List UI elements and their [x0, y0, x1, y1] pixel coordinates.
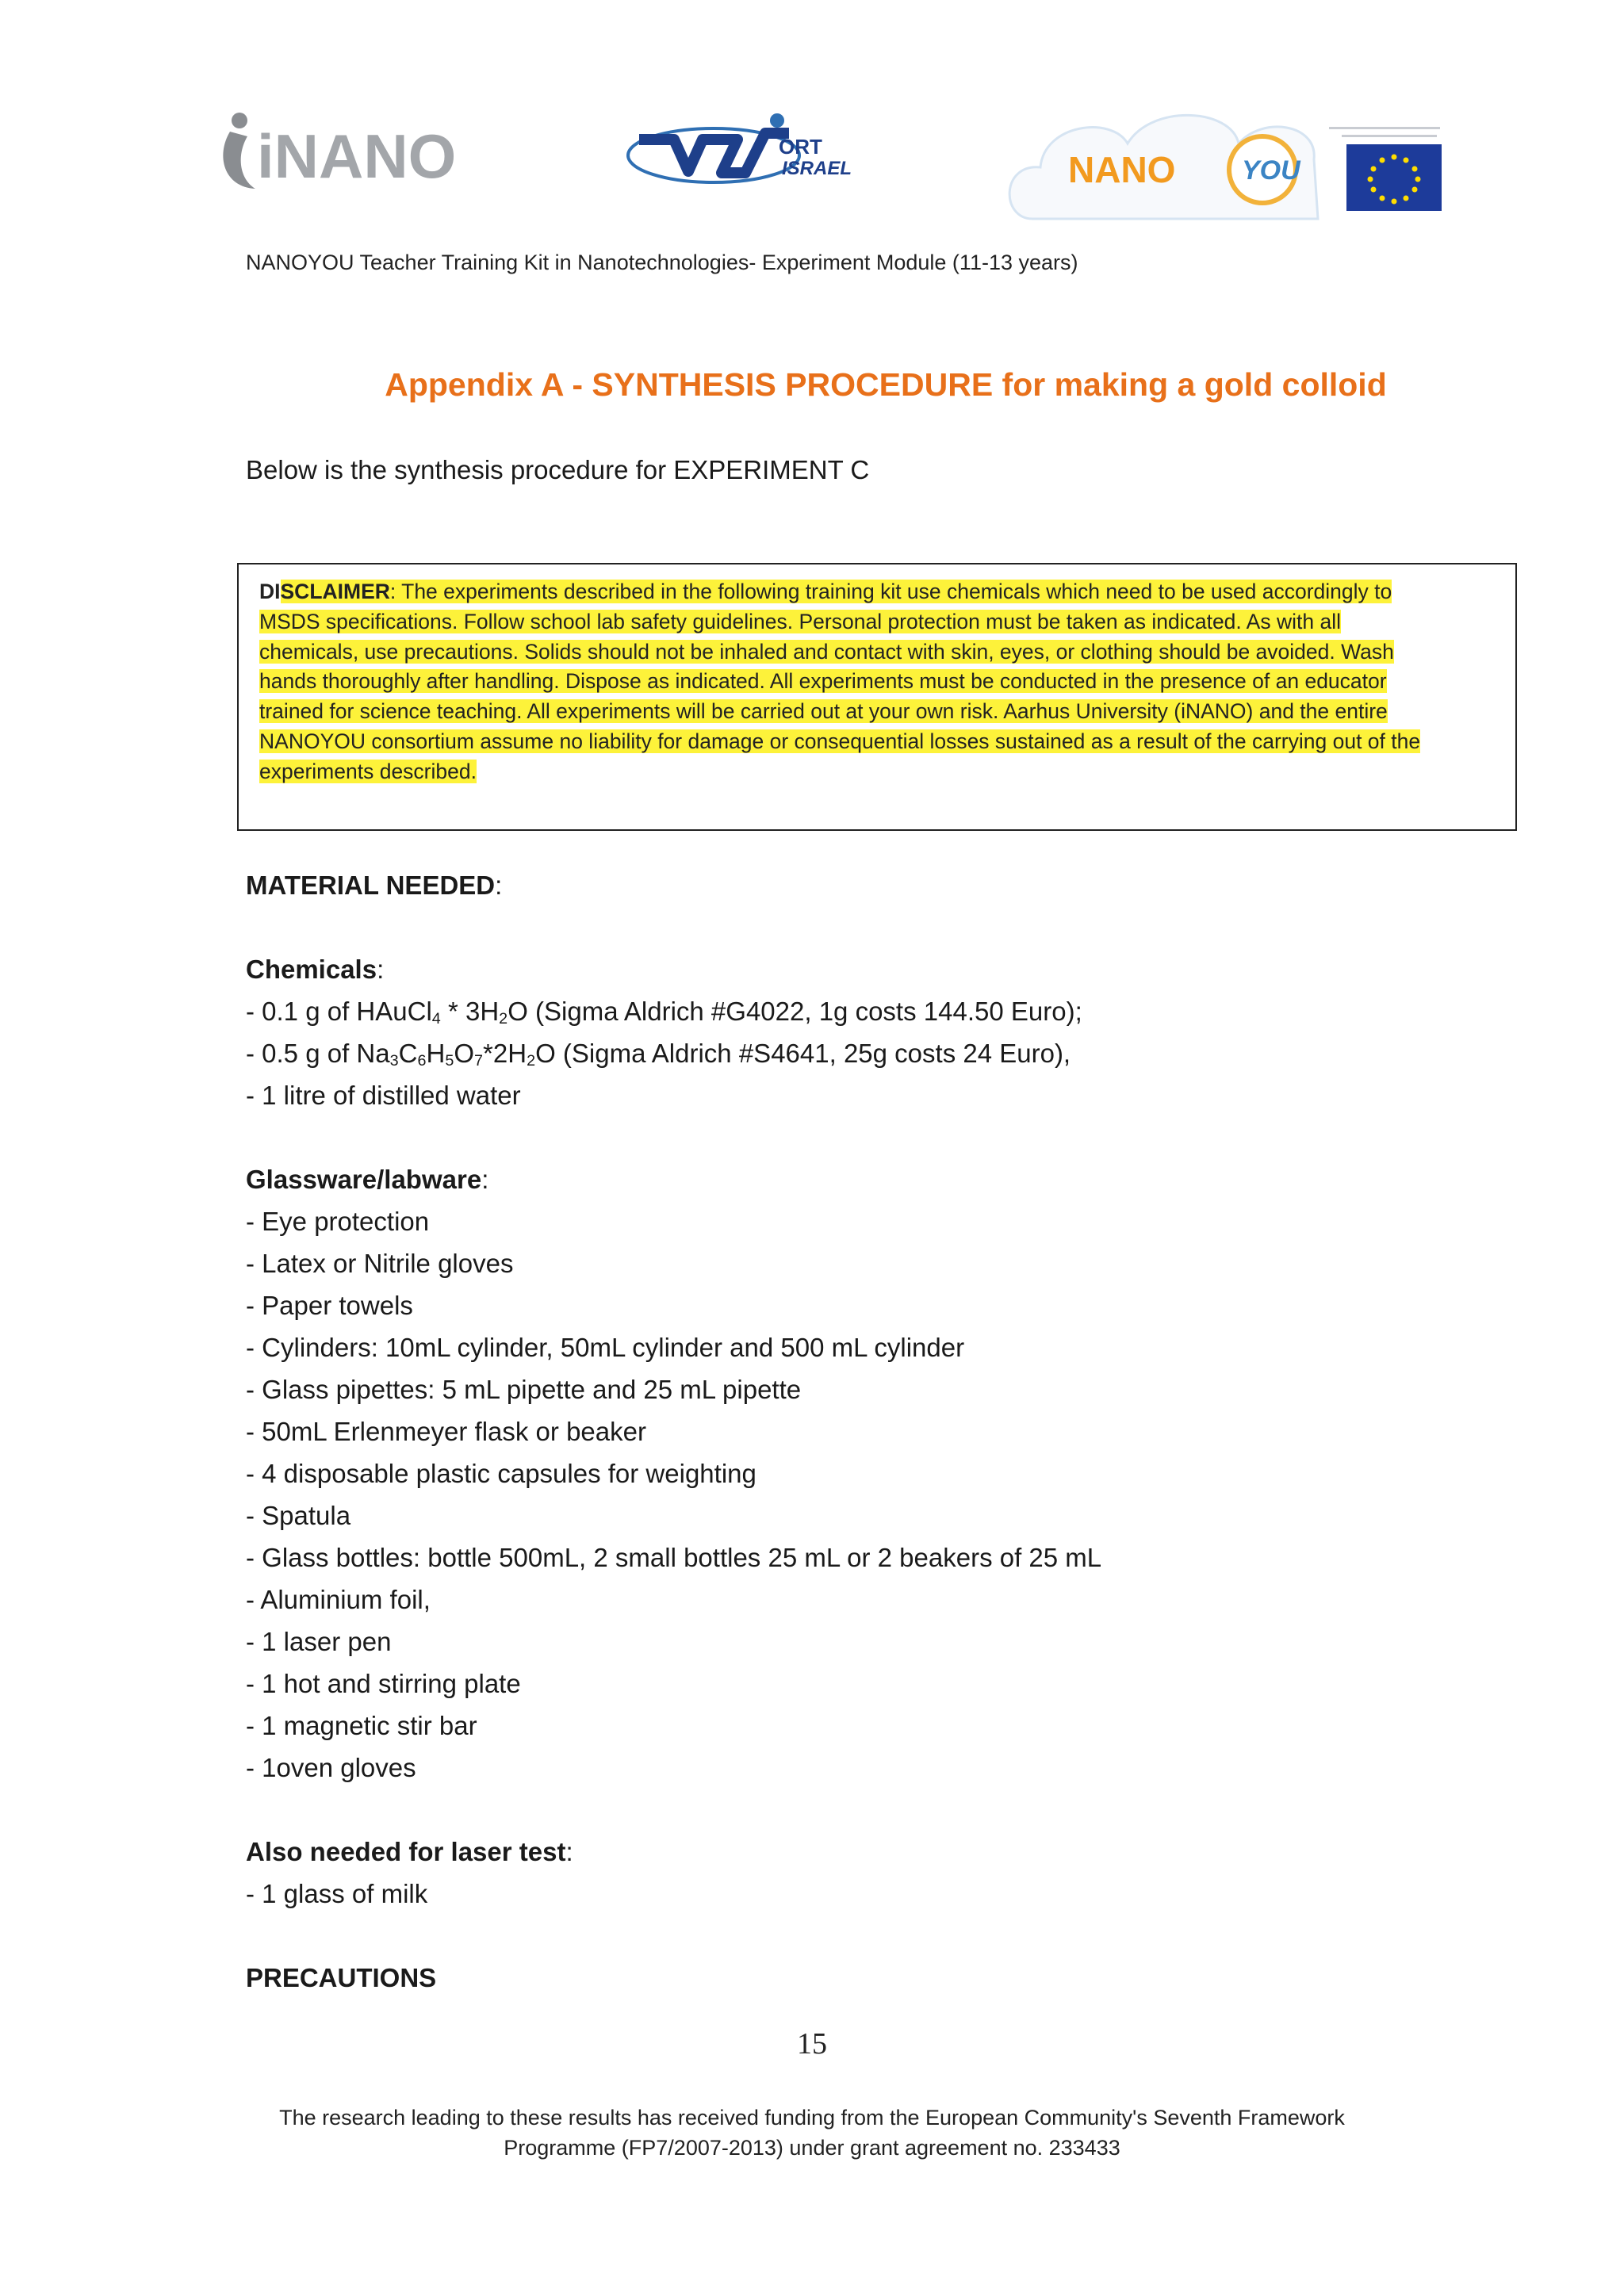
disclaimer-box: [237, 563, 1517, 831]
materials-section: MATERIAL NEEDED: Chemicals: - 0.1 g of HAuCl$_4$ * $3H_2O$ (Sigma Aldrich #G4022, 1g costs 144.50 Euro); - 0.5 g of $Na_3C_6H_5O_7*2H_2O$ (Sigma Aldrich #S4641, 25g costs 24 Euro), - 1 litre of distilled water Glassware/labware: - Eye protection - Latex or Nitrile gloves - Paper towels - Cylinders: 10mL cylinder, 50mL cylinder and 500 mL cylinder - Glass pipettes: 5 mL pipette and 25 mL pipette - 50mL Erlenmeyer flask or beaker - 4 disposable plastic capsules for weighting - Spatula - Glass bottles: bottle 500mL, 2 small bottles 25 mL or 2 beakers of 25 mL - Aluminium foil, - 1 laser pen - 1 hot and stirring plate - 1 magnetic stir bar - 1oven gloves Also needed for laser test: - 1 glass of milk PRECAUTIONS: [246, 864, 1515, 1999]
footer-line: Programme (FP7/2007-2013) under grant agreement no. 233433: [504, 2136, 1120, 2160]
page-title: [0, 366, 1624, 404]
list-item: - Latex or Nitrile gloves: [246, 1249, 514, 1278]
page-title-text: Appendix A - SYNTHESIS PROCEDURE for making a gold colloid: [385, 366, 1387, 403]
funding-footer: [0, 2103, 1624, 2163]
page-number: 15: [797, 2027, 827, 2061]
list-item: - 1 magnetic stir bar: [246, 1711, 477, 1740]
list-item: - 1oven gloves: [246, 1753, 416, 1782]
inano-logo-text: iNANO: [257, 121, 457, 191]
disclaimer-line: MSDS specifications. Follow school lab safety guidelines. Personal protection must be taken as indicated. As with all: [259, 609, 1341, 633]
svg-text:YOU: YOU: [1242, 155, 1300, 186]
inano-logo: [208, 100, 469, 203]
laser-test-heading: Also needed for laser test: [246, 1837, 566, 1866]
precautions-heading: PRECAUTIONS: [246, 1963, 437, 1992]
ort-israel-logo: [626, 109, 856, 193]
svg-text:ISRAEL: ISRAEL: [782, 158, 852, 179]
list-item: - 4 disposable plastic capsules for weighting: [246, 1459, 756, 1488]
nanoyou-logo: [1001, 100, 1508, 258]
disclaimer-label-start: DI: [259, 580, 281, 603]
chemical-item: - 1 litre of distilled water: [246, 1081, 521, 1110]
svg-text:ORT: ORT: [779, 135, 822, 159]
list-item: - 1 hot and stirring plate: [246, 1669, 521, 1698]
disclaimer-line: chemicals, use precautions. Solids should not be inhaled and contact with skin, eyes, or clothing should be avoided. Wash: [259, 639, 1394, 664]
disclaimer-text: [259, 577, 1508, 787]
list-item: - Glass bottles: bottle 500mL, 2 small bottles 25 mL or 2 beakers of 25 mL: [246, 1543, 1102, 1572]
list-item: - 1 laser pen: [246, 1627, 392, 1656]
glassware-heading: Glassware/labware: [246, 1165, 482, 1194]
disclaimer-line: : The experiments described in the following training kit use chemicals which need to be used accordingly to: [389, 580, 1392, 603]
list-item: - Spatula: [246, 1501, 351, 1530]
list-item: - 50mL Erlenmeyer flask or beaker: [246, 1417, 646, 1446]
disclaimer-label-highlight: SCLAIMER: [280, 580, 390, 603]
list-item: - Cylinders: 10mL cylinder, 50mL cylinder and 500 mL cylinder: [246, 1333, 965, 1362]
intro-text: Below is the synthesis procedure for EXPERIMENT C: [246, 455, 870, 484]
footer-line: The research leading to these results has received funding from the European Community's Seventh Framework: [279, 2106, 1345, 2130]
chemical-item: - 0.1 g of HAuCl$_4$ * $3H_2O$ (Sigma Aldrich #G4022, 1g costs 144.50 Euro);: [246, 997, 1082, 1027]
material-needed-heading: MATERIAL NEEDED: [246, 871, 496, 900]
disclaimer-line: hands thoroughly after handling. Dispose as indicated. All experiments must be conducted in the presence of an educator: [259, 669, 1387, 694]
list-item: - Aluminium foil,: [246, 1585, 431, 1614]
chemicals-heading: Chemicals: [246, 955, 377, 984]
list-item: - Glass pipettes: 5 mL pipette and 25 mL pipette: [246, 1375, 802, 1404]
disclaimer-line: experiments described.: [259, 759, 477, 783]
svg-text:NANO: NANO: [1068, 149, 1176, 190]
list-item: - Paper towels: [246, 1291, 413, 1320]
disclaimer-line: NANOYOU consortium assume no liability for damage or consequential losses sustained as a result of the carrying out of the: [259, 729, 1421, 753]
list-item: - 1 glass of milk: [246, 1879, 428, 1908]
list-item: - Eye protection: [246, 1207, 430, 1236]
disclaimer-line: trained for science teaching. All experiments will be carried out at your own risk. Aarhus University (iNANO) and the entire: [259, 699, 1388, 724]
running-header: NANOYOU Teacher Training Kit in Nanotechnologies- Experiment Module (11-13 years): [246, 251, 1078, 274]
chemical-item: - 0.5 g of $Na_3C_6H_5O_7*2H_2O$ (Sigma Aldrich #S4641, 25g costs 24 Euro),: [246, 1039, 1071, 1070]
